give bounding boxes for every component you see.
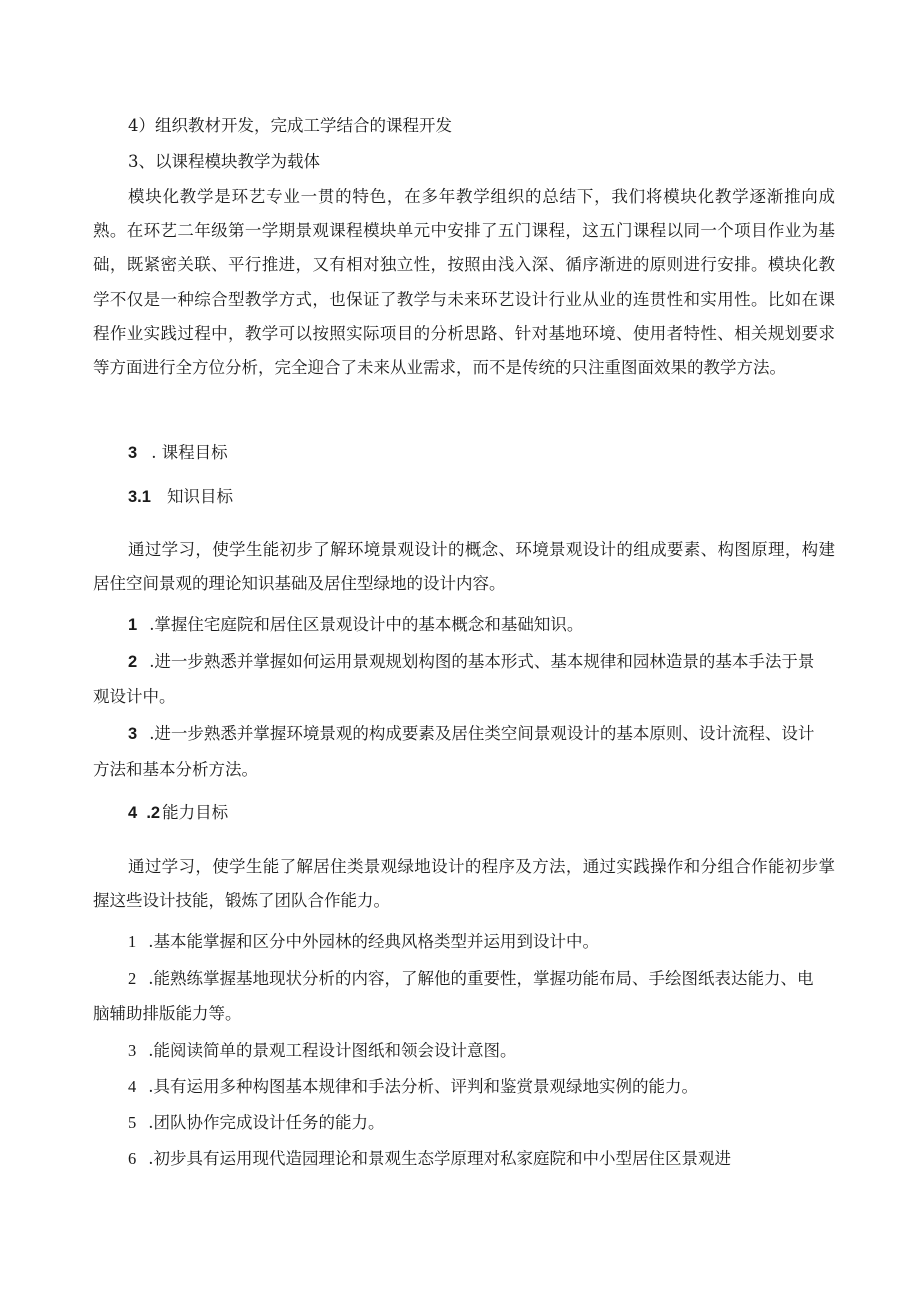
heading-number: 3.1 <box>128 488 151 506</box>
item-number: 1 <box>128 932 137 951</box>
section-heading-3: 3、以课程模块教学为载体 <box>128 152 320 171</box>
item-text: .掌握住宅庭院和居住区景观设计中的基本概念和基础知识。 <box>149 615 584 634</box>
heading-ability-goals <box>128 802 228 824</box>
heading-number: 4 .2 <box>128 804 161 822</box>
item-number: 3 <box>128 1041 137 1060</box>
ability-item-2 <box>128 968 814 990</box>
heading-number: 3 <box>128 444 138 462</box>
paragraph-modular-teaching: 模块化教学是环艺专业一贯的特色，在多年教学组织的总结下，我们将模块化教学逐渐推向成熟。在环艺二年级第一学期景观课程模块单元中安排了五门课程，这五门课程以同一个项目作业为基础，既紧密关联、平行推进，又有相对独立性，按照由浅入深、循序渐进的原则进行安排。模块化教学不仅是一种综合型教学方式，也保证了教学与未来环艺设计行业从业的连贯性和实用性。比如在课程作业实践过程中，教学可以按照实际项目的分析思路、针对基地环境、使用者特性、相关规划要求等方面进行全方位分析，完全迎合了未来从业需求，而不是传统的只注重图面效果的教学方法。 <box>93 187 835 378</box>
knowledge-item-2 <box>128 651 814 673</box>
item-number: 2 <box>128 969 137 988</box>
item-text: .初步具有运用现代造园理论和景观生态学原理对私家庭院和中小型居住区景观进 <box>148 1149 731 1168</box>
item-text: .进一步熟悉并掌握如何运用景观规划构图的基本形式、基本规律和园林造景的基本手法于景 <box>149 652 815 671</box>
item-text: .进一步熟悉并掌握环境景观的构成要素及居住类空间景观设计的基本原则、设计流程、设计 <box>149 724 815 743</box>
item-number: 3 <box>128 725 138 743</box>
item-text: .能阅读简单的景观工程设计图纸和领会设计意图。 <box>148 1041 517 1060</box>
ability-item-6 <box>128 1148 731 1170</box>
item-number: 4 <box>128 1077 137 1096</box>
item-number: 2 <box>128 653 138 671</box>
item-text: .能熟练掌握基地现状分析的内容，了解他的重要性，掌握功能布局、手绘图纸表达能力、电 <box>148 969 814 988</box>
paragraph-knowledge-intro: 通过学习，使学生能初步了解环境景观设计的概念、环境景观设计的组成要素、构图原理，构建居住空间景观的理论知识基础及居住型绿地的设计内容。 <box>93 540 835 594</box>
item-number: 6 <box>128 1149 137 1168</box>
heading-text: 能力目标 <box>162 803 229 822</box>
heading-text: 知识目标 <box>166 487 233 506</box>
list-item-4: 4）组织教材开发，完成工学结合的课程开发 <box>128 116 452 135</box>
knowledge-item-2-continued: 观设计中。 <box>93 687 176 706</box>
item-number: 1 <box>128 616 138 634</box>
item-text: .基本能掌握和区分中外园林的经典风格类型并运用到设计中。 <box>148 932 599 951</box>
ability-item-3 <box>128 1040 517 1062</box>
ability-item-4 <box>128 1076 698 1098</box>
knowledge-item-1 <box>128 614 583 636</box>
ability-item-5 <box>128 1112 385 1134</box>
item-text: .具有运用多种构图基本规律和手法分析、评判和鉴赏景观绿地实例的能力。 <box>148 1077 698 1096</box>
ability-item-2-continued: 脑辅助排版能力等。 <box>93 1004 242 1023</box>
item-text: .团队协作完成设计任务的能力。 <box>148 1113 385 1132</box>
heading-course-goals <box>128 442 228 464</box>
knowledge-item-3 <box>128 723 814 745</box>
paragraph-ability-intro: 通过学习，使学生能了解居住类景观绿地设计的程序及方法，通过实践操作和分组合作能初步掌握这些设计技能，锻炼了团队合作能力。 <box>93 857 835 911</box>
ability-item-1 <box>128 931 599 953</box>
item-number: 5 <box>128 1113 137 1132</box>
knowledge-item-3-continued: 方法和基本分析方法。 <box>93 760 258 779</box>
heading-text: . 课程目标 <box>151 443 228 462</box>
heading-knowledge-goals <box>128 486 233 508</box>
